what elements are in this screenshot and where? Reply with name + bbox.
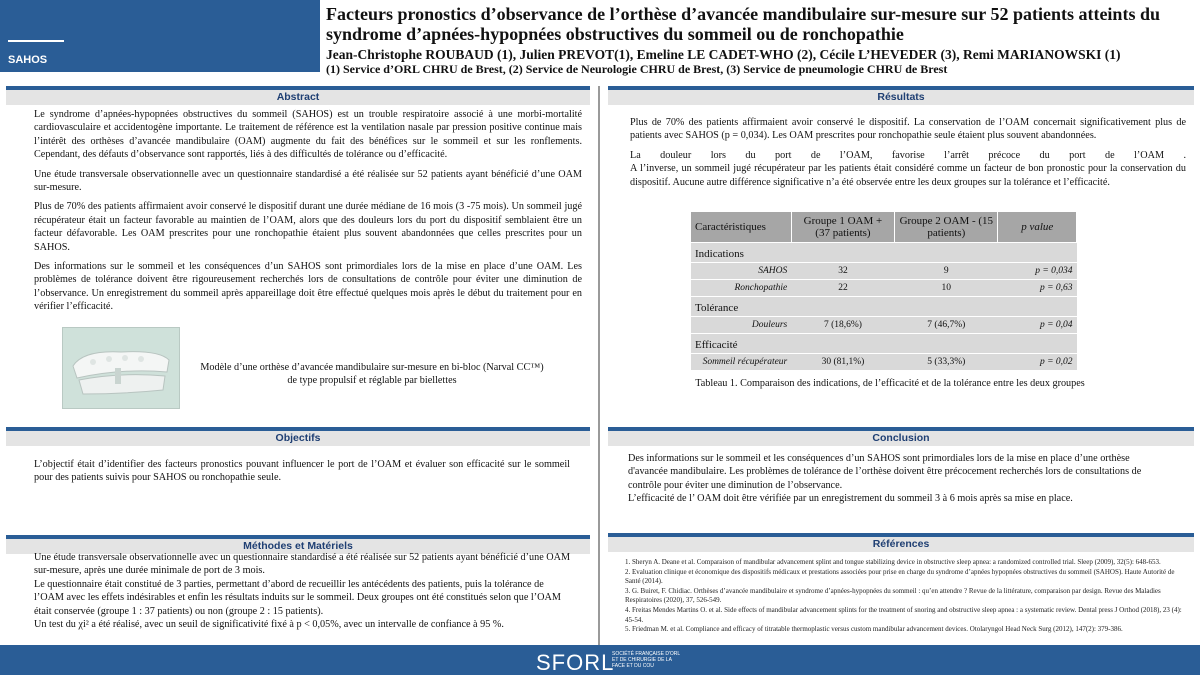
table-row [691, 280, 1077, 297]
table-cell: 22 [791, 280, 894, 297]
abstract-body [34, 108, 582, 320]
objectifs-body [34, 458, 570, 491]
table-cell: p = 0,02 [998, 354, 1077, 371]
photo-caption [182, 361, 562, 387]
table-cell: SAHOS [691, 263, 791, 280]
abstract-paragraph: Plus de 70% des patients affirmaient avoir conservé le dispositif durant une durée médiane de 16 mois (3 -75 mois). Un sommeil jugé récupérateur était un facteur favorable au maintien de l’OAM, alors que des douleurs lors du port du dispositif semblaient être un facteur défavorable. Les OAM prescrites pour une ronchopathie étaient plus souvent abandonnées que celles prescrites pour un SAHOS. [34, 201, 582, 253]
column-divider [598, 86, 600, 656]
banner-rule [8, 40, 64, 42]
caption-line: de type propulsif et réglable par biellettes [287, 375, 457, 386]
abstract-paragraph: Une étude transversale observationnelle avec un questionnaire standardisé a été réalisée sur 52 patients ayant bénéficié d’une OAM sur-mesure. [34, 168, 582, 194]
table-header-cell: p value [998, 212, 1077, 243]
reference-item: 5. Friedman M. et al. Compliance and efficacy of titratable thermoplastic versus custom mandibular advancement devices. Otolaryngol Head Neck Surg (2012), 147(2): 379-386. [625, 625, 1123, 634]
poster-title: Facteurs pronostics d’observance de l’orthèse d’avancée mandibulaire sur-mesure sur 52 patients atteints du syndrome d’apnées-hypopnées obstructives du sommeil ou de ronchopathie [326, 4, 1160, 44]
objectifs-heading: Objectifs [6, 427, 590, 446]
poster-header [326, 4, 1198, 76]
brand-label: SAHOS [8, 54, 48, 66]
methodes-heading: Méthodes et Matériels [6, 535, 590, 554]
table-header-row [691, 212, 1077, 243]
table-category: Tolérance [691, 297, 1077, 317]
methodes-body [34, 551, 574, 631]
abstract-paragraph: Des informations sur le sommeil et les conséquences d’un SAHOS sont primordiales lors de la mise en place d’une OAM. Les problèmes de tolérance doivent être rigoureusement recherchés lors de consultations de contrôle pour éviter une diminution de l’observance. Un enregistrement du sommeil après appareillage doit être effectué quelques mois après le début du traitement pour en vérifier l’efficacité. [34, 261, 582, 313]
table-cell: 9 [895, 263, 998, 280]
table-cell: p = 0,04 [998, 317, 1077, 334]
table-header-cell: Groupe 1 OAM + (37 patients) [791, 212, 894, 243]
references-heading: Références [608, 533, 1194, 552]
resultats-paragraph: Plus de 70% des patients affirmaient avoir conservé le dispositif. La conservation de l’OAM concernait significativement plus de patients avec SAHOS (p = 0,034). Les OAM prescrites pour ronchopathie seule étaient plus souvent abandonnées. [630, 117, 1186, 142]
table-cell: Sommeil récupérateur [691, 354, 791, 371]
methodes-line: Un test du χi² a été réalisé, avec un seuil de significativité fixé à p < 0,05%, avec un intervalle de confiance à 95 %. [34, 619, 504, 631]
table-row [691, 354, 1077, 371]
conclusion-body [628, 452, 1158, 506]
abstract-heading: Abstract [6, 86, 590, 105]
table-cell: 10 [895, 280, 998, 297]
table-header-cell: Caractéristiques [691, 212, 791, 243]
reference-item: 2. Evaluation clinique et économique des dispositifs médicaux et prestations associées pour prise en charge du syndrome d’apnées hypopnées obstructives du sommeil (SAHOS). Haute Autorité de Santé (2014). [625, 567, 1175, 586]
table-cell: 32 [791, 263, 894, 280]
resultats-heading: Résultats [608, 86, 1194, 105]
abstract-paragraph: Le syndrome d’apnées-hypopnées obstructives du sommeil (SAHOS) est un trouble respiratoire associé à une morbi-mortalité cardiovasculaire et accidentogène importante. Le traitement de référence est la ventilation nasale par pression positive continue mais l’intérêt des orthèses d’avancée mandibulaire (OAM) augmente du fait des bénéfices sur le sommeil et sur les ronflements. Cependant, des défauts d’observance sont rapportés, liés à des difficultés de tolérance ou d’efficacité. [34, 109, 582, 161]
conclusion-paragraph: Des informations sur le sommeil et les conséquences d’un SAHOS sont primordiales lors de la mise en place d’une orthèse d'avancée mandibulaire. Les problèmes de tolérance de l’orthèse doivent être précocement recherchés lors de consultations de contrôle pour éviter une diminution de l’observance. [628, 453, 1142, 491]
resultats-body [630, 116, 1186, 189]
resultats-paragraph: La douleur lors du port de l’OAM, favorise l’arrêt précoce du port de l’OAM . [630, 149, 1186, 161]
results-table [691, 212, 1077, 371]
sforl-logo: SFORL [536, 650, 615, 675]
reference-item: 4. Freitas Mendes Martins O. et al. Side effects of mandibular advancement splints for the treatment of snoring and obstructive sleep apnea : a systematic review. Dental press J Orthod (2018), 23 (4): 45-54. [625, 605, 1182, 624]
table-cell: 7 (46,7%) [895, 317, 998, 334]
sforl-logo-subtitle: SOCIÉTÉ FRANÇAISE D'ORL ET DE CHIRURGIE DE LA FACE ET DU COU [612, 651, 681, 669]
table-category-row [691, 243, 1077, 263]
methodes-line: Une étude transversale observationnelle avec un questionnaire standardisé a été réalisée sur 52 patients ayant bénéficié d’une OAM sur-mesure, après une durée minimale de port de 3 mois. [34, 552, 571, 577]
table-cell: Ronchopathie [691, 280, 791, 297]
table-cell: p = 0,63 [998, 280, 1077, 297]
objectifs-paragraph: L’objectif était d’identifier des facteurs pronostics pouvant influencer le port de l’OAM et évaluer son efficacité sur le sommeil pour des patients suivis pour SAHOS ou ronchopathie seule. [34, 459, 570, 484]
orthesis-illustration [63, 328, 179, 408]
poster-affiliations: (1) Service d’ORL CHRU de Brest, (2) Service de Neurologie CHRU de Brest, (3) Service de pneumologie CHRU de Brest [326, 62, 948, 76]
table-row [691, 317, 1077, 334]
reference-item: 3. G. Buiret, F. Chidiac. Orthèses d’avancée mandibulaire et syndrome d’apnées-hypopnées du sommeil : qu’en attendre ? Revue de la littérature, comparaison par design. Revue des Maladies Respiratoires (2020), 37, 526-549. [625, 586, 1161, 605]
conclusion-heading: Conclusion [608, 427, 1194, 446]
table-row [691, 263, 1077, 280]
methodes-line: Le questionnaire était constitué de 3 parties, permettant d’abord de recueillir les antécédents des patients, puis la tolérance de l’OAM avec les effets indésirables et enfin les résultats induits sur le sommeil. Deux groupes ont été constitués selon que l’OAM était conservée (groupe 1 : 37 patients) ou non (groupe 2 : 15 patients). [34, 578, 561, 617]
reference-item: 1. Sheryn A. Deane et al. Comparaison of mandibular advancement splint and tongue stabilizing device in obstructive sleep apnea: a randomized controlled trial. Sleep (2009), 32(5): 648-653. [625, 558, 1161, 566]
table-category: Indications [691, 243, 1077, 263]
table-category-row [691, 334, 1077, 354]
table-cell: Douleurs [691, 317, 791, 334]
caption-line: Modèle d’une orthèse d’avancée mandibulaire sur-mesure en bi-bloc (Narval CC™) [200, 362, 544, 373]
references-list [625, 558, 1185, 635]
table-header-cell: Groupe 2 OAM - (15 patients) [895, 212, 998, 243]
table-cell: 5 (33,3%) [895, 354, 998, 371]
orthesis-photo [62, 327, 180, 409]
resultats-paragraph: A l’inverse, un sommeil jugé récupérateur par les patients était considéré comme un facteur de bon pronostic pour la conservation du dispositif. Aucune autre différence significative n’a été observée entre les deux groupes sur la tolérance et l’efficacité. [630, 163, 1186, 188]
conclusion-paragraph: L’efficacité de l’ OAM doit être vérifiée par un enregistrement du sommeil 3 à 6 mois après sa mise en place. [628, 493, 1073, 505]
table-category-row [691, 297, 1077, 317]
poster-authors: Jean-Christophe ROUBAUD (1), Julien PREVOT(1), Emeline LE CADET-WHO (2), Cécile L’HEVEDER (3), Remi MARIANOWSKI (1) [326, 47, 1121, 62]
table-cell: 30 (81,1%) [791, 354, 894, 371]
table-category: Efficacité [691, 334, 1077, 354]
table-caption: Tableau 1. Comparaison des indications, de l’efficacité et de la tolérance entre les deux groupes [695, 378, 1085, 389]
footer-bar [0, 645, 1200, 675]
brand-banner [0, 0, 320, 72]
table-cell: 7 (18,6%) [791, 317, 894, 334]
table-cell: p = 0,034 [998, 263, 1077, 280]
